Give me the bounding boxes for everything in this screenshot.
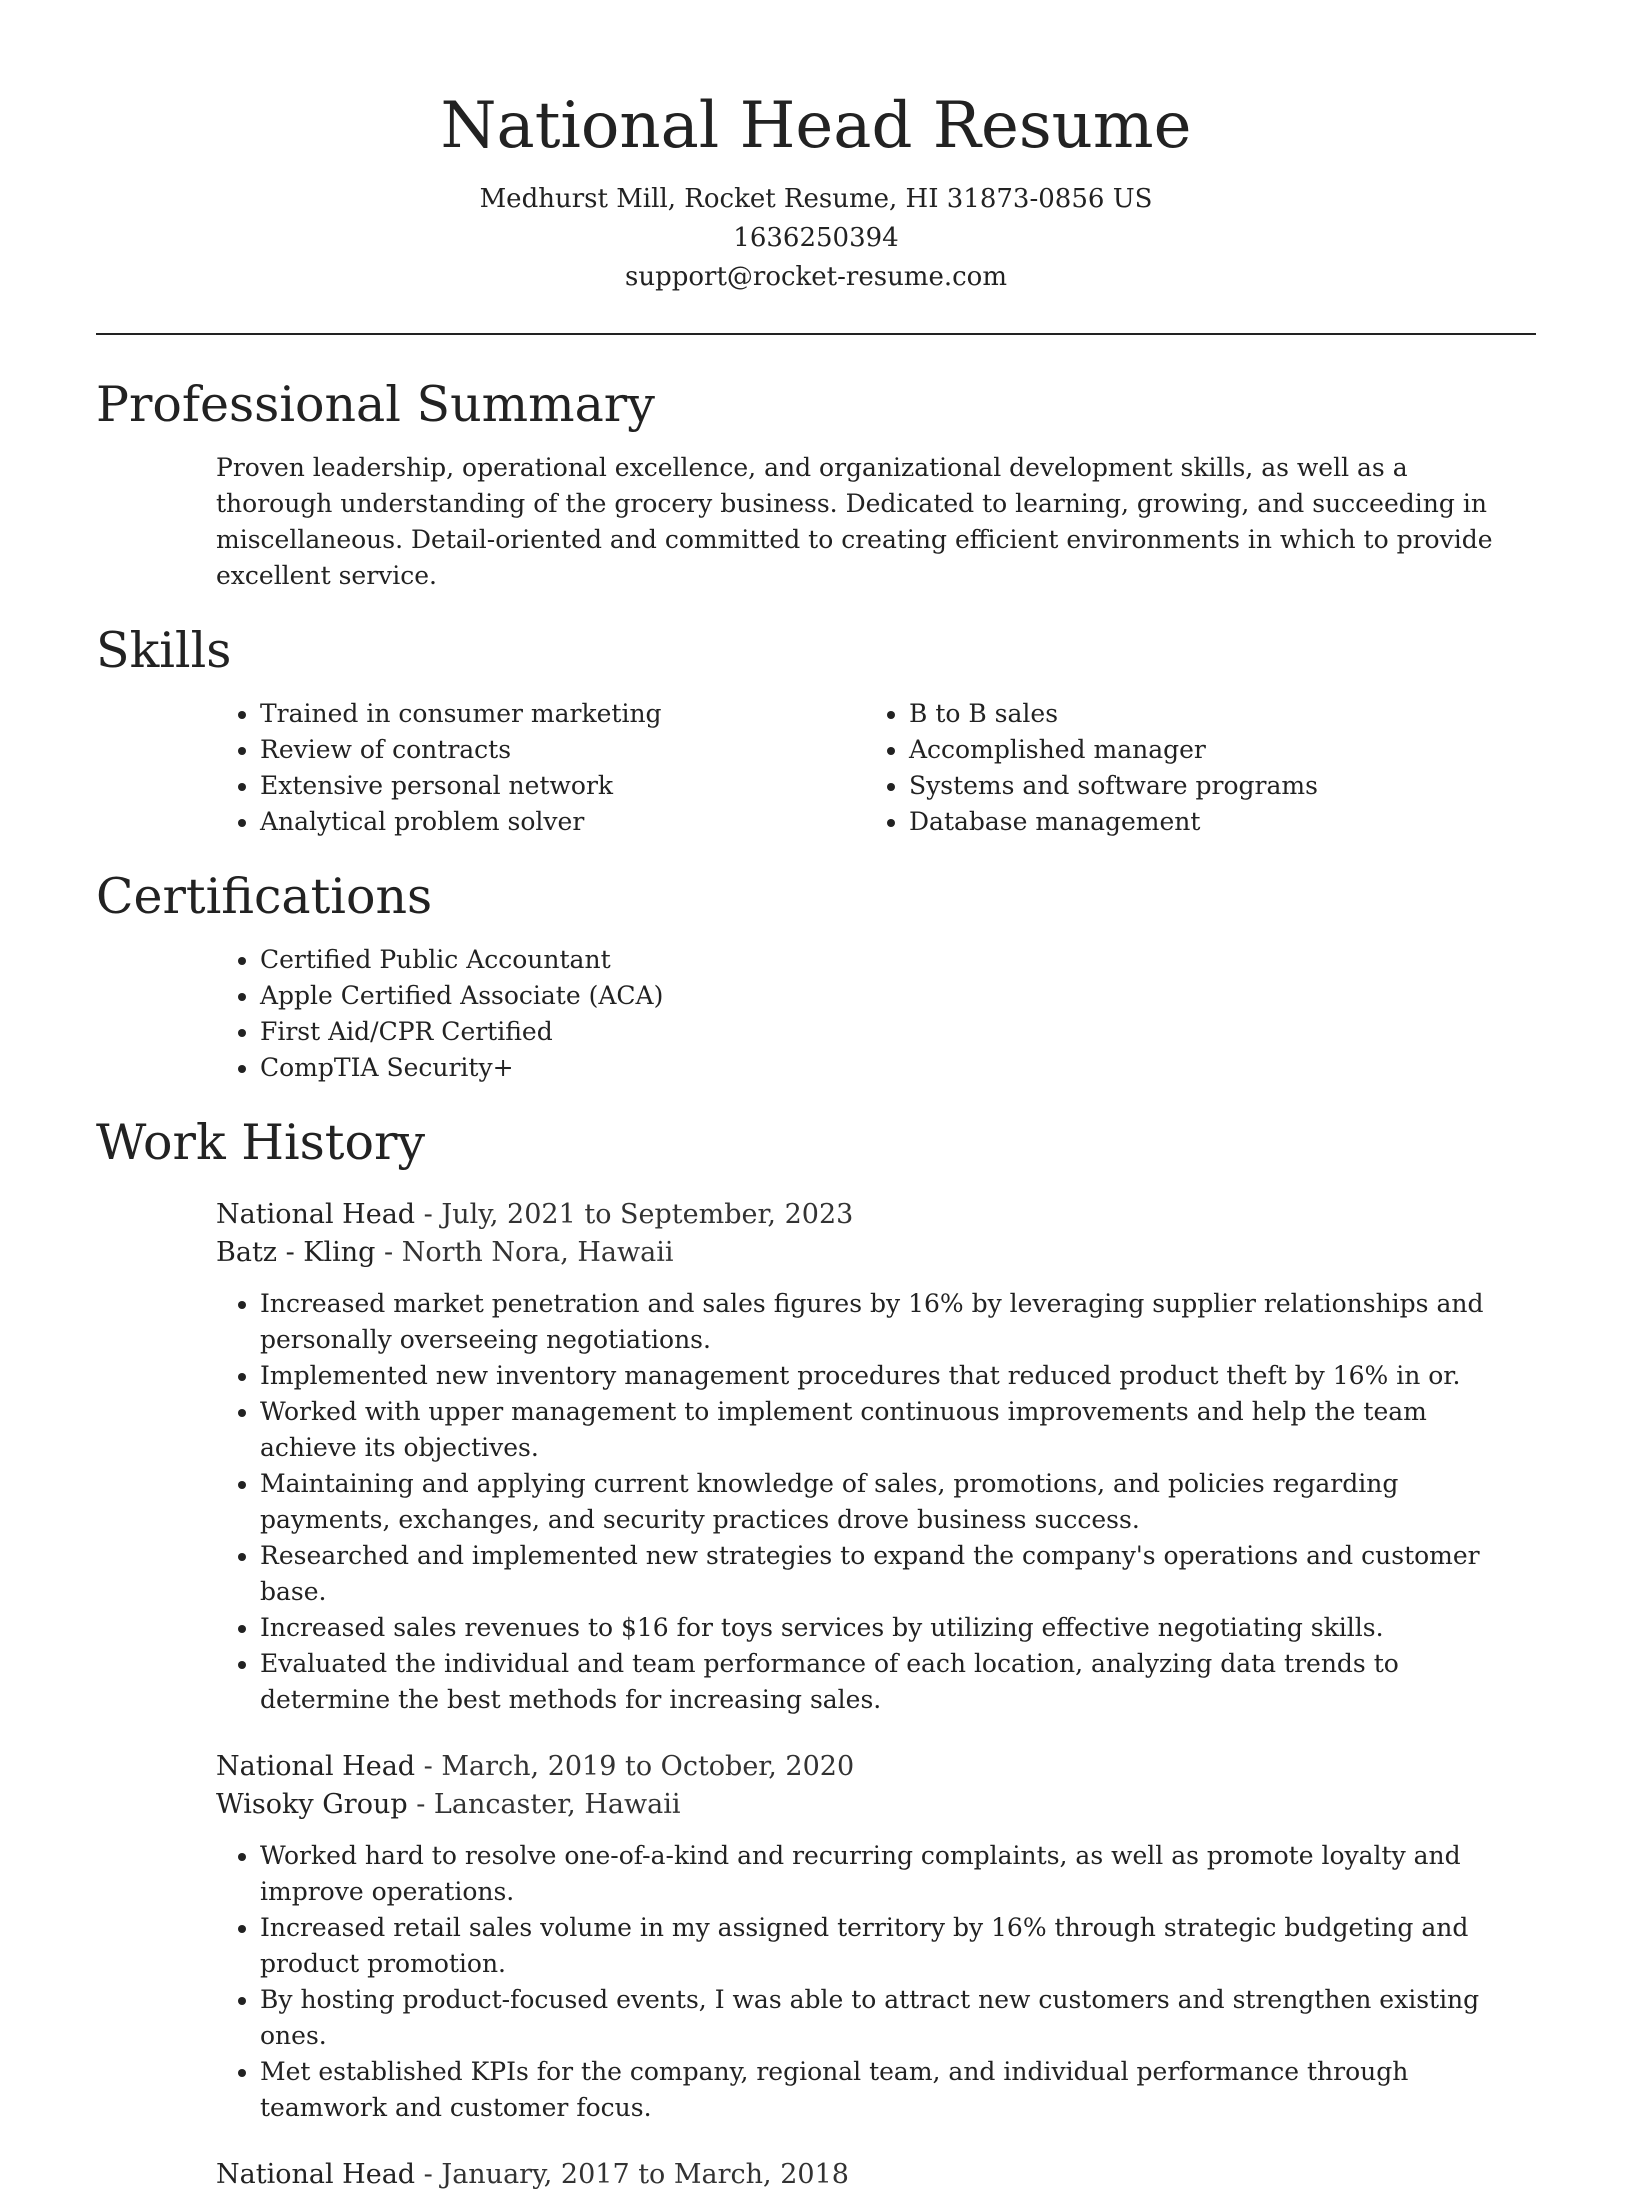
job-location: North Nora, Hawaii: [401, 1237, 674, 1268]
separator: -: [407, 1789, 434, 1820]
certification-item: • Certified Public Accountant: [260, 942, 1536, 978]
job-company: Wisoky Group: [216, 1789, 408, 1820]
skill-item: • Review of contracts: [260, 732, 865, 768]
certifications-list: [216, 942, 1536, 1086]
skill-item: • Accomplished manager: [909, 732, 1509, 768]
job-dates: March, 2019 to October, 2020: [441, 1751, 855, 1782]
separator: -: [415, 1199, 442, 1230]
job-title-line: [216, 2156, 1536, 2194]
skills-heading: Skills: [96, 622, 232, 679]
skill-item: • Database management: [909, 804, 1509, 840]
separator: -: [415, 2159, 442, 2190]
job-company-line: [216, 1786, 1536, 1824]
job-bullet: • Increased retail sales volume in my assigned territory by 16% through strategic budgeting and product promotion.: [260, 1910, 1526, 1982]
resume-page: [96, 0, 1536, 2194]
phone: 1636250394: [733, 223, 899, 253]
certifications-heading: Certifications: [96, 868, 433, 925]
job-entry: [96, 1196, 1536, 1718]
job-bullet: • Worked with upper management to implement continuous improvements and help the team achieve its objectives.: [260, 1394, 1526, 1466]
skills-columns: [216, 696, 1536, 840]
job-bullet: • Evaluated the individual and team performance of each location, analyzing data trends to determine the best methods for increasing sales.: [260, 1646, 1526, 1718]
skill-item: • B to B sales: [909, 696, 1509, 732]
job-bullet: • Maintaining and applying current knowledge of sales, promotions, and policies regarding payments, exchanges, and security practices drove business success.: [260, 1466, 1526, 1538]
resume-title: National Head Resume: [440, 89, 1192, 163]
header-divider: [96, 333, 1536, 335]
job-bullets: [216, 1286, 1536, 1718]
job-bullet: • Researched and implemented new strategies to expand the company's operations and customer base.: [260, 1538, 1526, 1610]
job-title: National Head: [216, 1199, 416, 1230]
separator: -: [415, 1751, 442, 1782]
summary-heading: Professional Summary: [96, 376, 655, 433]
skill-item: • Trained in consumer marketing: [260, 696, 865, 732]
summary-section: [96, 374, 1536, 594]
separator: -: [375, 1237, 402, 1268]
job-bullet: • Increased sales revenues to $16 for toys services by utilizing effective negotiating skills.: [260, 1610, 1526, 1646]
skill-item: • Systems and software programs: [909, 768, 1509, 804]
certification-item: • First Aid/CPR Certified: [260, 1014, 1536, 1050]
certifications-section: [96, 866, 1536, 1086]
job-bullet: • Implemented new inventory management procedures that reduced product theft by 16% in or.: [260, 1358, 1526, 1394]
certification-item: • Apple Certified Associate (ACA): [260, 978, 1536, 1014]
job-bullets: [216, 1838, 1536, 2126]
job-bullet: • Increased market penetration and sales figures by 16% by leveraging supplier relationships and personally overseeing negotiations.: [260, 1286, 1526, 1358]
job-dates: January, 2017 to March, 2018: [441, 2159, 849, 2190]
job-title-line: [216, 1748, 1536, 1786]
job-dates: July, 2021 to September, 2023: [441, 1199, 854, 1230]
address: Medhurst Mill, Rocket Resume, HI 31873-0856 US: [479, 184, 1153, 214]
skills-right-list: [865, 696, 1509, 840]
email: support@rocket-resume.com: [624, 262, 1007, 292]
work-history-heading: Work History: [96, 1114, 426, 1171]
job-company-line: [216, 1234, 1536, 1272]
job-title: National Head: [216, 1751, 416, 1782]
job-title: National Head: [216, 2159, 416, 2190]
job-company: Batz - Kling: [216, 1237, 376, 1268]
job-bullet: • Met established KPIs for the company, regional team, and individual performance through teamwork and customer focus.: [260, 2054, 1526, 2126]
job-location: Lancaster, Hawaii: [433, 1789, 681, 1820]
summary-text: Proven leadership, operational excellence, and organizational development skills, as well as a thorough understanding of the grocery business. Dedicated to learning, growing, and succeeding in miscellaneous. Detail-oriented and committed to creating efficient environments in which to provide excellent service.: [216, 453, 1493, 590]
job-bullet: • Worked hard to resolve one-of-a-kind and recurring complaints, as well as promote loyalty and improve operations.: [260, 1838, 1526, 1910]
skills-section: [96, 620, 1536, 840]
job-entry: [96, 2156, 1536, 2194]
contact-block: [96, 180, 1536, 297]
skills-left-list: [216, 696, 865, 840]
job-bullet: • By hosting product-focused events, I was able to attract new customers and strengthen existing ones.: [260, 1982, 1526, 2054]
job-title-line: [216, 1196, 1536, 1234]
work-history-section: [96, 1112, 1536, 2194]
skill-item: • Analytical problem solver: [260, 804, 865, 840]
resume-header: [96, 0, 1536, 297]
certification-item: • CompTIA Security+: [260, 1050, 1536, 1086]
job-entry: [96, 1748, 1536, 2126]
skill-item: • Extensive personal network: [260, 768, 865, 804]
